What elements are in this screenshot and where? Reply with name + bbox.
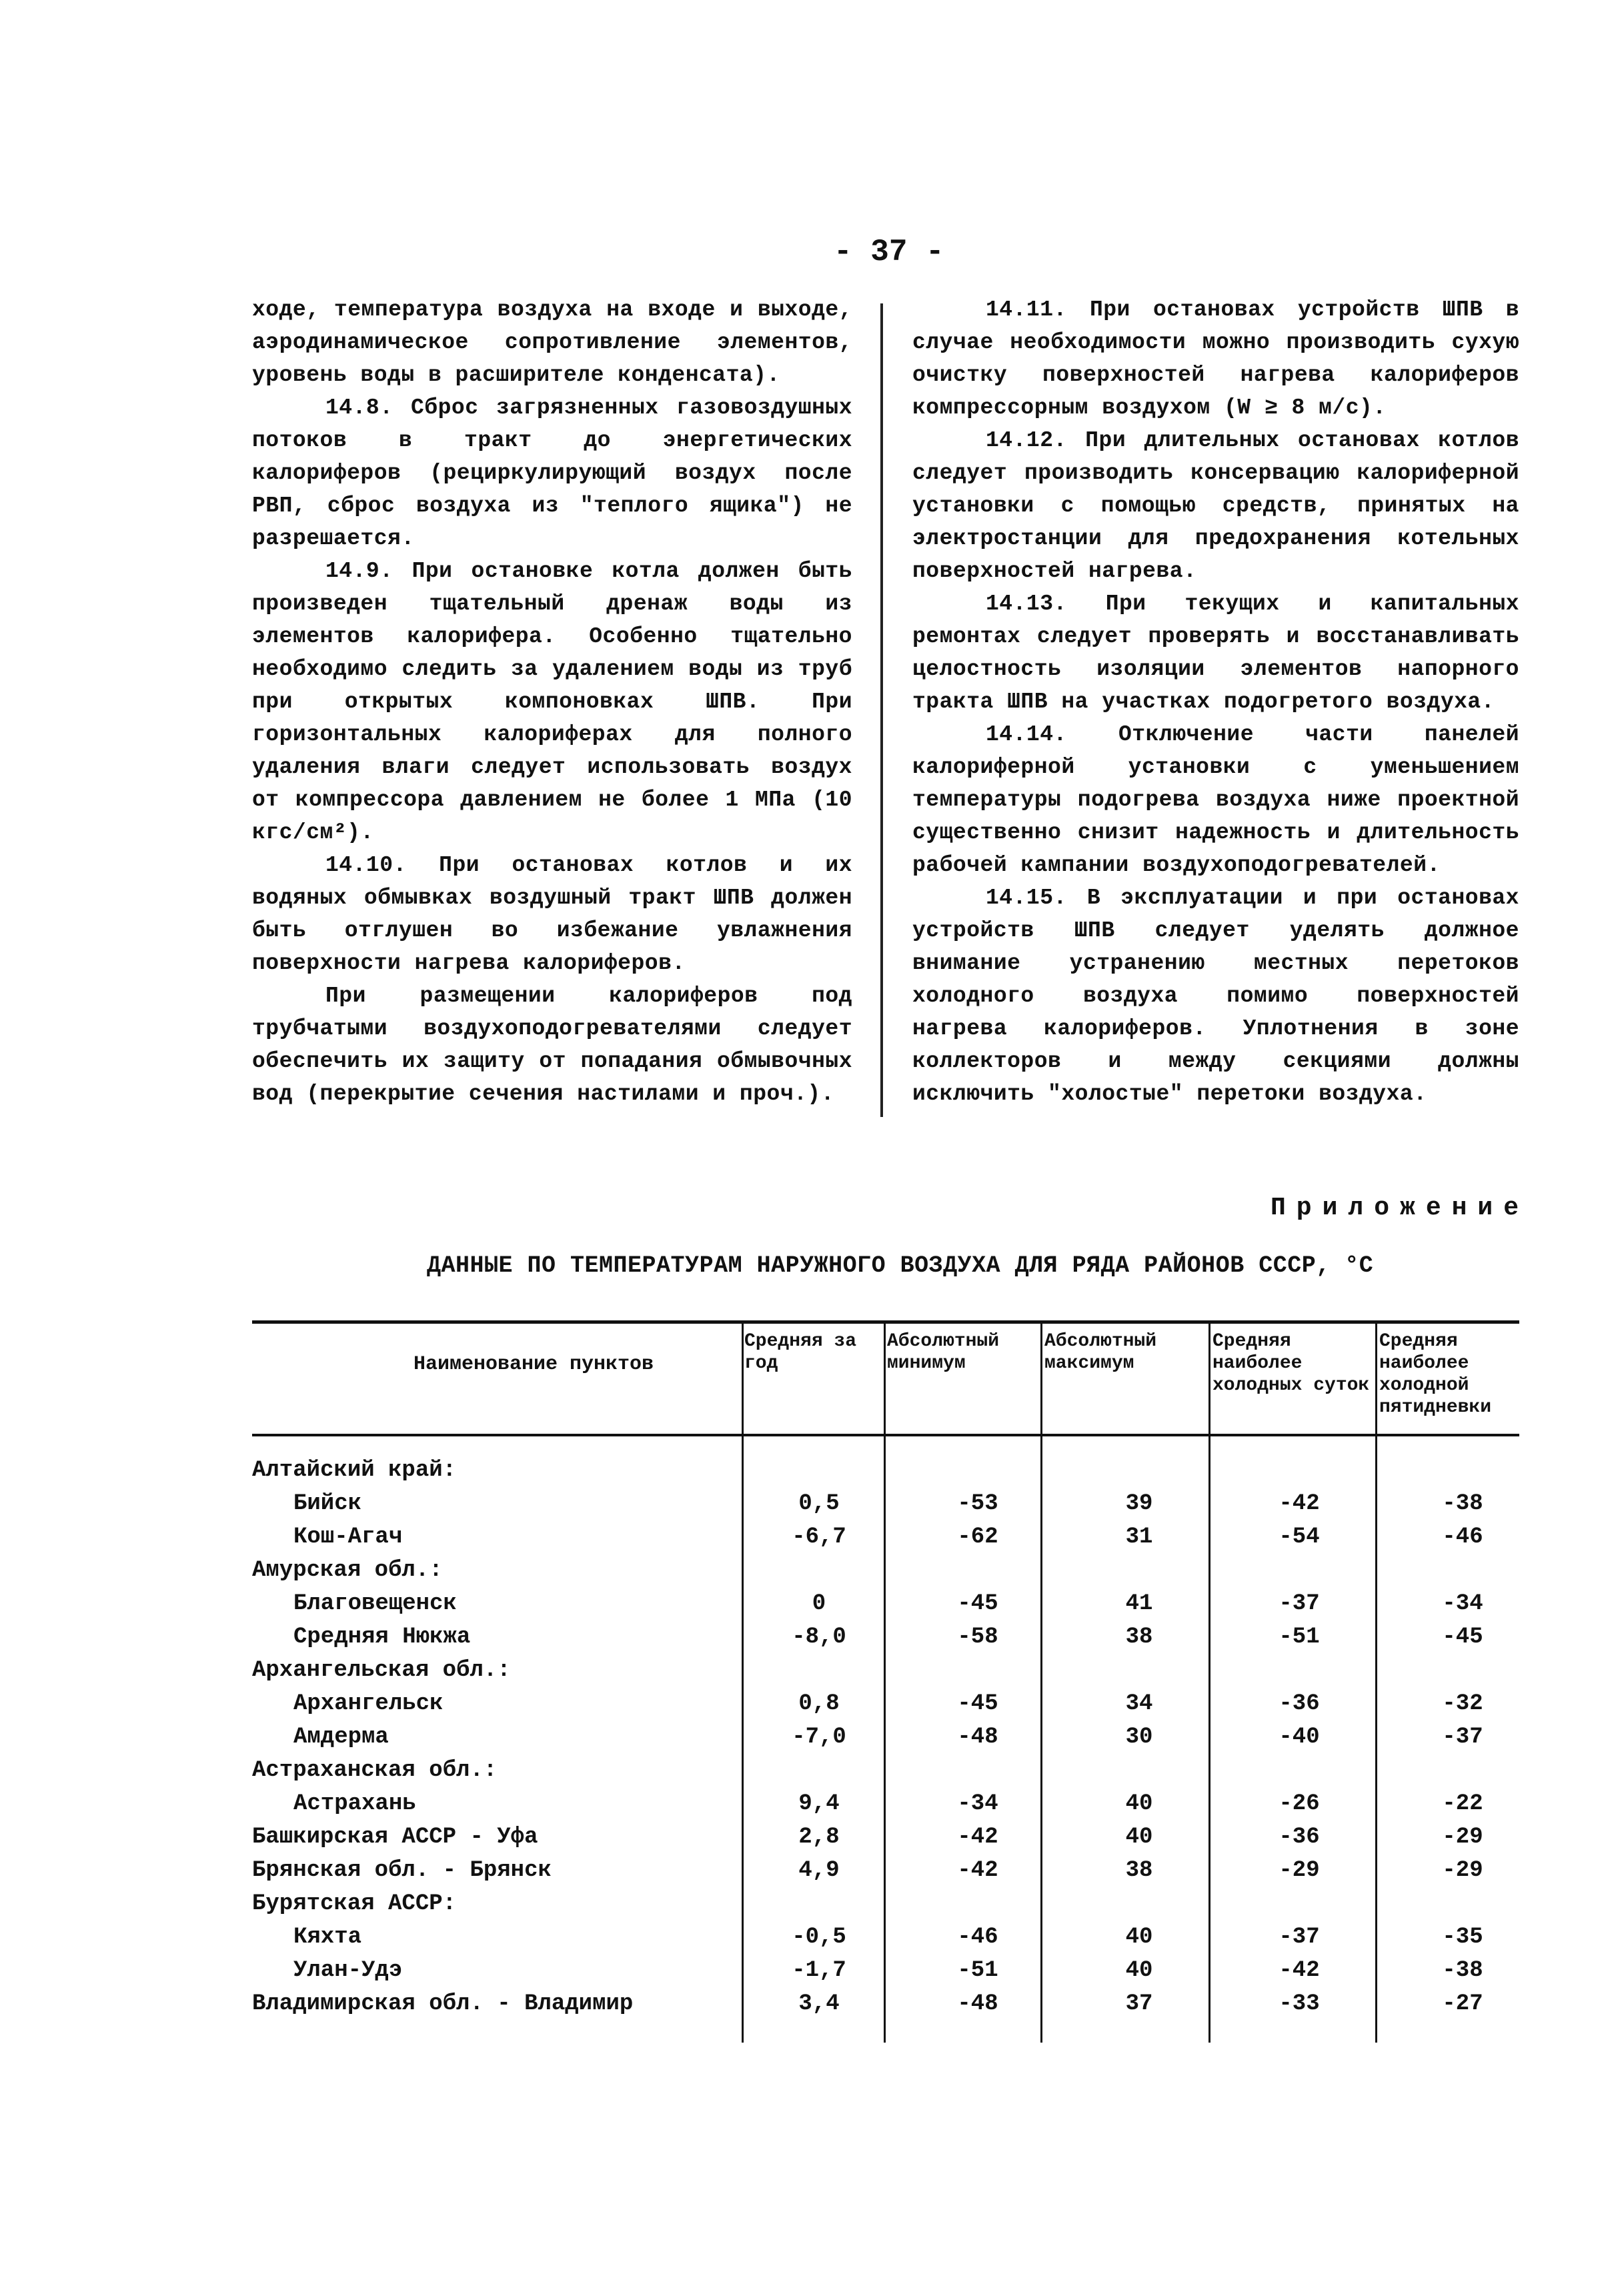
location-name: Архангельск <box>293 1691 444 1716</box>
table-cell: -37 <box>1442 1725 1483 1750</box>
table-body <box>252 1454 1519 2021</box>
table-cell: -22 <box>1442 1791 1483 1817</box>
left-text-column <box>252 293 852 1110</box>
paragraph: 14.15. В эксплуатации и при остановах устройств ШПВ следует уделять должное внимание устранению местных перетоков холодного воздуха помимо поверхностей нагрева калориферов. Уплотнения в зоне коллекторов и между секциями должны исключить "холостые" перетоки воздуха. <box>912 886 1519 1106</box>
appendix-label: Приложение <box>1271 1194 1530 1222</box>
table-cell: -48 <box>957 1725 998 1750</box>
table-cell: -45 <box>957 1691 998 1716</box>
table-cell: 40 <box>1125 1958 1153 1983</box>
table-cell: 38 <box>1125 1624 1153 1650</box>
table-cell: -46 <box>1442 1524 1483 1550</box>
location-name: Брянская обл. - Брянск <box>252 1858 552 1883</box>
table-cell: 34 <box>1125 1691 1153 1716</box>
paragraph: 14.14. Отключение части панелей калориферной установки с уменьшением температуры подогрева воздуха ниже проектной существенно снизит надежность и длительность рабочей кампании воздухоподогревателей. <box>912 722 1519 878</box>
table-cell: -38 <box>1442 1491 1483 1516</box>
table-cell: 37 <box>1125 1991 1153 2017</box>
table-cell: -35 <box>1442 1925 1483 1950</box>
table-row <box>252 1854 1519 1887</box>
table-cell: -54 <box>1279 1524 1320 1550</box>
paragraph: ходе, температура воздуха на входе и выходе, аэродинамическое сопротивление элементов, уровень воды в расширителе конденсата). <box>252 297 852 387</box>
table-cell: 0,5 <box>798 1491 840 1516</box>
location-name: Владимирская обл. - Владимир <box>252 1991 634 2017</box>
table-cell: -6,7 <box>792 1524 846 1550</box>
table-cell: 3,4 <box>798 1991 840 2017</box>
table-cell: 40 <box>1125 1925 1153 1950</box>
table-row <box>252 1654 1519 1687</box>
paragraph: 14.9. При остановке котла должен быть произведен тщательный дренаж воды из элементов калорифера. Особенно тщательно необходимо следить за удалением воды из труб при открытых компоновках ШПВ. При горизонтальных калориферах для полного удаления влаги следует использовать воздух от компрессора давлением не более 1 МПа (10 кгс/см²). <box>252 559 852 845</box>
table-cell: -29 <box>1442 1858 1483 1883</box>
table-row <box>252 1687 1519 1720</box>
header-abs-min: Абсолютный минимум <box>887 1331 1000 1374</box>
table-cell: 39 <box>1125 1491 1153 1516</box>
table-row <box>252 1720 1519 1754</box>
page-number: - 37 - <box>834 235 944 269</box>
table-cell: -42 <box>1279 1958 1320 1983</box>
table-cell: 40 <box>1125 1825 1153 1850</box>
location-name: Башкирская АССР - Уфа <box>252 1825 538 1850</box>
table-cell: -46 <box>957 1925 998 1950</box>
table-row <box>252 1954 1519 1987</box>
paragraph: 14.8. Сброс загрязненных газовоздушных потоков в тракт до энергетических калориферов (рециркулирующий воздух после РВП, сброс воздуха из "теплого ящика") не разрешается. <box>252 395 852 551</box>
table-cell: -1,7 <box>792 1958 846 1983</box>
table-cell: -51 <box>957 1958 998 1983</box>
location-name: Кош-Агач <box>293 1524 403 1550</box>
table-cell: 2,8 <box>798 1825 840 1850</box>
table-cell: 0 <box>812 1591 826 1616</box>
table-row <box>252 1987 1519 2021</box>
table-cell: -27 <box>1442 1991 1483 2017</box>
header-cold-day: Средняя наиболее холодных суток <box>1212 1331 1370 1396</box>
column-divider <box>880 303 883 1117</box>
table-cell: 0,8 <box>798 1691 840 1716</box>
table-header-rule <box>252 1434 1519 1436</box>
table-row <box>252 1887 1519 1921</box>
table-cell: 9,4 <box>798 1791 840 1817</box>
table-row <box>252 1587 1519 1620</box>
table-cell: -7,0 <box>792 1725 846 1750</box>
table-cell: -48 <box>957 1991 998 2017</box>
table-row <box>252 1821 1519 1854</box>
location-name: Астраханская обл.: <box>252 1758 498 1783</box>
table-row <box>252 1754 1519 1787</box>
location-name: Кяхта <box>293 1925 362 1950</box>
table-row <box>252 1554 1519 1587</box>
table-top-rule <box>252 1320 1519 1324</box>
table-cell: -58 <box>957 1624 998 1650</box>
table-cell: -34 <box>1442 1591 1483 1616</box>
table-cell: 4,9 <box>798 1858 840 1883</box>
table-row <box>252 1620 1519 1654</box>
table-row <box>252 1921 1519 1954</box>
location-name: Амдерма <box>293 1725 389 1750</box>
table-cell: -37 <box>1279 1925 1320 1950</box>
table-cell: -45 <box>957 1591 998 1616</box>
right-text-column <box>912 293 1519 1110</box>
header-abs-max: Абсолютный максимум <box>1044 1331 1157 1374</box>
table-row <box>252 1787 1519 1821</box>
table-cell: -29 <box>1442 1825 1483 1850</box>
table-cell: -8,0 <box>792 1624 846 1650</box>
table-cell: -42 <box>957 1825 998 1850</box>
location-name: Бийск <box>293 1491 362 1516</box>
header-avg-year: Средняя за год <box>744 1331 857 1374</box>
table-row <box>252 1487 1519 1520</box>
location-name: Улан-Удэ <box>293 1958 403 1983</box>
table-cell: 38 <box>1125 1858 1153 1883</box>
location-name: Амурская обл.: <box>252 1558 443 1583</box>
table-cell: -42 <box>1279 1491 1320 1516</box>
table-row <box>252 1454 1519 1487</box>
location-name: Средняя Нюкжа <box>293 1624 471 1650</box>
header-cold-five: Средняя наиболее холодной пятидневки <box>1379 1331 1492 1418</box>
table-cell: -36 <box>1279 1691 1320 1716</box>
table-cell: -29 <box>1279 1858 1320 1883</box>
table-cell: -26 <box>1279 1791 1320 1817</box>
location-name: Благовещенск <box>293 1591 457 1616</box>
table-cell: 41 <box>1125 1591 1153 1616</box>
table-cell: -38 <box>1442 1958 1483 1983</box>
table-cell: -32 <box>1442 1691 1483 1716</box>
paragraph: 14.10. При остановах котлов и их водяных обмывках воздушный тракт ШПВ должен быть отглушен во избежание увлажнения поверхности нагрева калориферов. <box>252 853 852 976</box>
location-name: Астрахань <box>293 1791 416 1817</box>
table-cell: -51 <box>1279 1624 1320 1650</box>
paragraph: При размещении калориферов под трубчатыми воздухоподогревателями следует обеспечить их защиту от попадания обмывочных вод (перекрытие сечения настилами и проч.). <box>252 984 852 1106</box>
table-cell: -0,5 <box>792 1925 846 1950</box>
table-cell: 30 <box>1125 1725 1153 1750</box>
table-cell: -53 <box>957 1491 998 1516</box>
paragraph: 14.13. При текущих и капитальных ремонтах следует проверять и восстанавливать целостность изоляции элементов напорного тракта ШПВ на участках подогретого воздуха. <box>912 592 1519 714</box>
table-title: ДАННЫЕ ПО ТЕМПЕРАТУРАМ НАРУЖНОГО ВОЗДУХА ДЛЯ РЯДА РАЙОНОВ СССР, °С <box>427 1252 1374 1279</box>
table-row <box>252 1520 1519 1554</box>
table-cell: -37 <box>1279 1591 1320 1616</box>
table-cell: -34 <box>957 1791 998 1817</box>
table-cell: -33 <box>1279 1991 1320 2017</box>
table-cell: 40 <box>1125 1791 1153 1817</box>
table-cell: 31 <box>1125 1524 1153 1550</box>
table-cell: -40 <box>1279 1725 1320 1750</box>
header-name: Наименование пунктов <box>414 1353 654 1376</box>
location-name: Алтайский край: <box>252 1458 457 1483</box>
table-cell: -36 <box>1279 1825 1320 1850</box>
location-name: Бурятская АССР: <box>252 1891 457 1917</box>
table-cell: -62 <box>957 1524 998 1550</box>
paragraph: 14.11. При остановах устройств ШПВ в случае необходимости можно производить сухую очистку поверхностей нагрева калориферов компрессорным воздухом (W ≥ 8 м/с). <box>912 297 1519 420</box>
paragraph: 14.12. При длительных остановах котлов следует производить консервацию калориферной установки с помощью средств, принятых на электростанции для предохранения котельных поверхностей нагрева. <box>912 428 1519 584</box>
table-cell: -42 <box>957 1858 998 1883</box>
table-cell: -45 <box>1442 1624 1483 1650</box>
location-name: Архангельская обл.: <box>252 1658 511 1683</box>
